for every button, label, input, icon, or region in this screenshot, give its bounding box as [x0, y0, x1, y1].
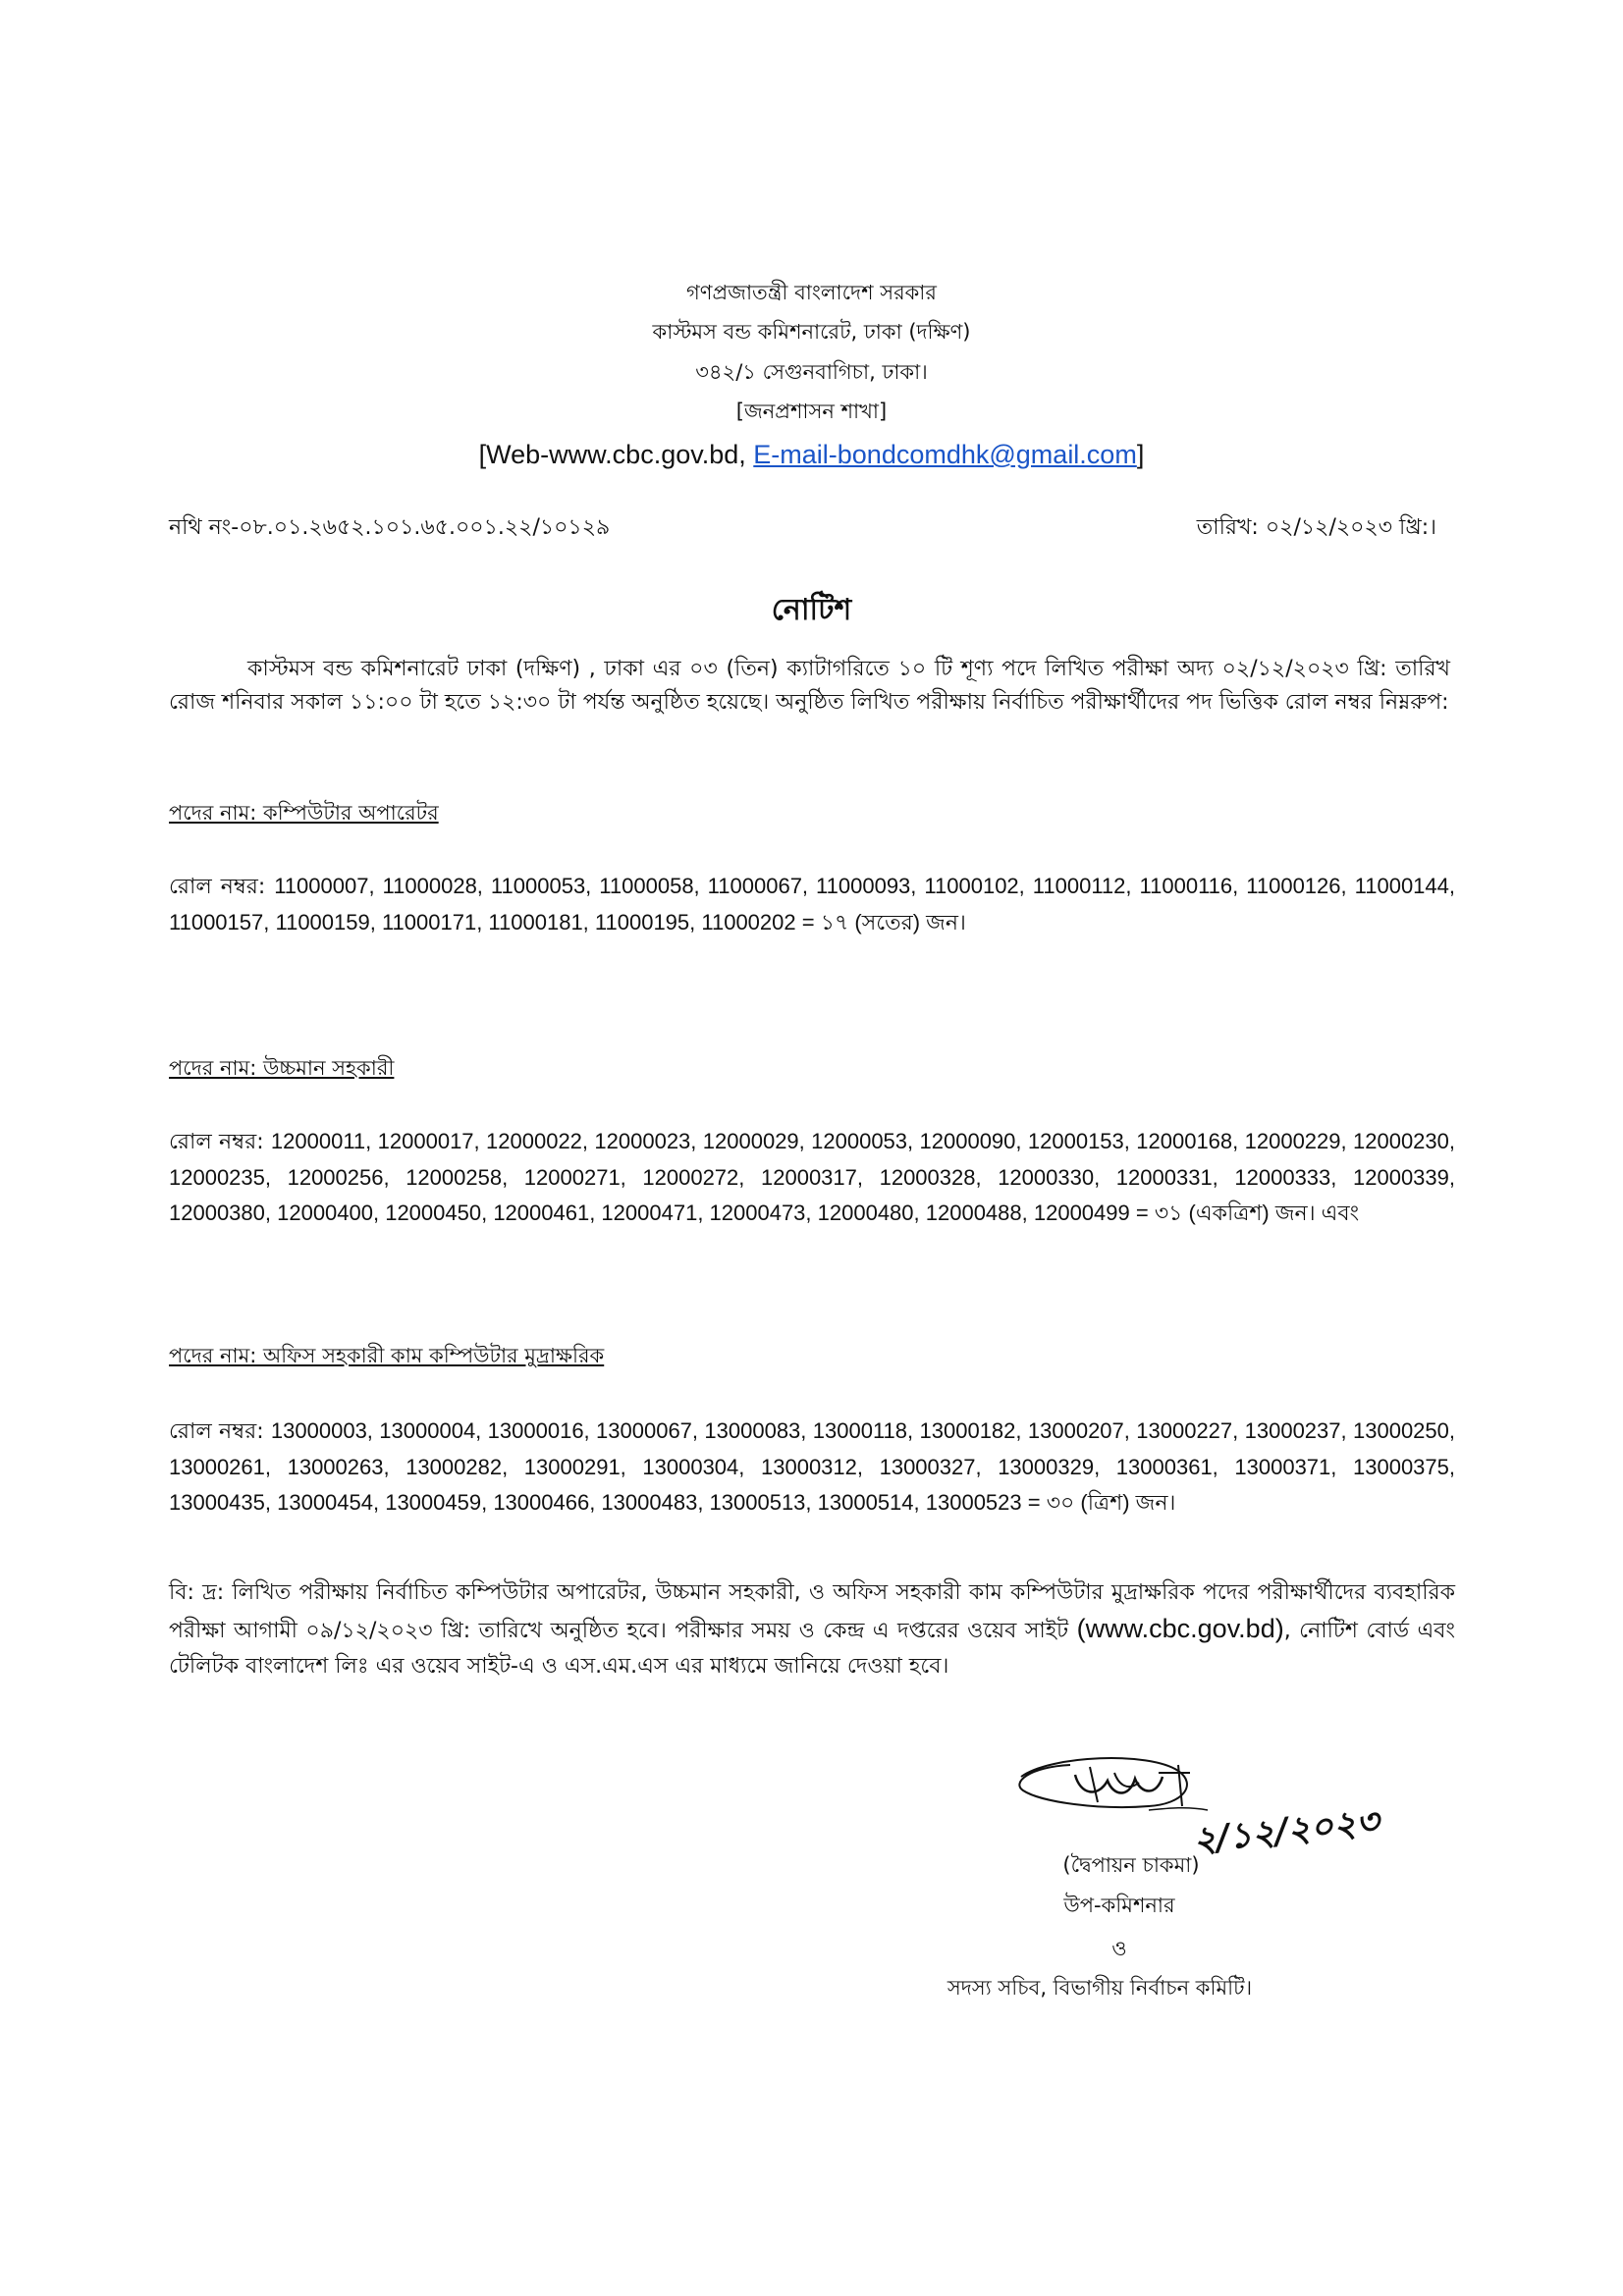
govt-name: গণপ্রজাতন্ত্রী বাংলাদেশ সরকার — [686, 281, 937, 304]
note-text-1: বি: দ্র: লিখিত পরীক্ষায় নির্বাচিত কম্পিউটার অপারেটর, উচ্চমান সহকারী, ও অফিস সহকারী কাম কম্পিউটার মুদ্রাক্ষরিক পদের পরীক্ষার্থীদের ব্যবহারিক পরীক্ষা আগামী ০৯/১২/২০২৩ খ্রি: তারিখে অনুষ্ঠিত হবে। পরীক্ষার সময় ও কেন্দ্র এ দপ্তরের ওয়েব সাইট — [169, 1580, 1455, 1643]
reference-number: নথি নং-০৮.০১.২৬৫২.১০১.৬৫.০০১.২২/১০১২৯ — [169, 515, 611, 540]
page-title: নোটিশ — [771, 593, 852, 627]
roll-numbers: 12000011, 12000017, 12000022, 12000023, 12000029, 12000053, 12000090, 12000153, 12000168, 12000229, 12000230, 12000235, 12000256, 12000258, 12000271, 12000272, 12000317, 12000328, 12000330, 12000331, 12000333, 12000339, 12000380, 12000400, 12000450, 12000461, 12000471, 12000473, 12000480, 12000488, 12000499 = ৩১ (একত্রিশ) জন। এবং — [169, 1129, 1456, 1225]
roll-label: রোল নম্বর: — [169, 1419, 271, 1444]
post-title-office-assistant: পদের নাম: অফিস সহকারী কাম কম্পিউটার মুদ্রাক্ষরিক — [169, 1344, 605, 1367]
roll-list-computer-operator — [169, 869, 1455, 940]
roll-list-upper-division-assistant — [169, 1124, 1455, 1231]
roll-label: রোল নম্বর: — [169, 875, 275, 899]
website-text: [Web-www.cbc.gov.bd, — [478, 440, 754, 469]
contact-line — [0, 440, 1623, 470]
signatory-designation: উপ-কমিশনার — [1063, 1894, 1175, 1917]
office-address: ৩৪২/১ সেগুনবাগিচা, ঢাকা। — [695, 360, 928, 384]
intro-paragraph: কাস্টমস বন্ড কমিশনারেট ঢাকা (দক্ষিণ) , ঢাকা এর ০৩ (তিন) ক্যাটাগরিতে ১০ টি শূণ্য পদে লিখিত পরীক্ষা অদ্য ০২/১২/২০২৩ খ্রি: তারিখ রোজ শনিবার সকাল ১১:০০ টা হতে ১২:৩০ টা পর্যন্ত অনুষ্ঠিত হয়েছে। অনুষ্ঠিত লিখিত পরীক্ষায় নির্বাচিত পরীক্ষার্থীদের পদ ভিত্তিক রোল নম্বর নিম্নরুপ: — [169, 657, 1450, 715]
handwritten-date: ২/১২/২০২৩ — [1191, 1800, 1381, 1861]
note-text-2: , নোটিশ বোর্ড এবং টেলিটক বাংলাদেশ লিঃ এর ওয়েব সাইট-এ ও এস.এম.এস এর মাধ্যমে জানিয়ে দেওয়া হবে। — [169, 1619, 1456, 1679]
signatory-role: সদস্য সচিব, বিভাগীয় নির্বাচন কমিটি। — [947, 1976, 1253, 2000]
roll-list-office-assistant — [169, 1414, 1455, 1521]
email-link[interactable]: E-mail-bondcomdhk@gmail.com — [753, 440, 1137, 469]
notice-date: তারিখ: ০২/১২/২০২৩ খ্রি:। — [1196, 515, 1436, 540]
roll-numbers: 11000007, 11000028, 11000053, 11000058, 11000067, 11000093, 11000102, 11000112, 11000116, 11000126, 11000144, 11000157, 11000159, 11000171, 11000181, 11000195, 11000202 = ১৭ (সতের) জন। — [169, 874, 1456, 934]
section-name: [জনপ্রশাসন শাখা] — [735, 400, 888, 423]
office-name: কাস্টমস বন্ড কমিশনারেট, ঢাকা (দক্ষিণ) — [652, 320, 971, 344]
contact-close: ] — [1136, 440, 1145, 469]
note-website: (www.cbc.gov.bd) — [1076, 1614, 1284, 1643]
roll-numbers: 13000003, 13000004, 13000016, 13000067, 13000083, 13000118, 13000182, 13000207, 13000227, 13000237, 13000250, 13000261, 13000263, 13000282, 13000291, 13000304, 13000312, 13000327, 13000329, 13000361, 13000371, 13000375, 13000435, 13000454, 13000459, 13000466, 13000483, 13000513, 13000514, 13000523 = ৩০ (ত্রিশ) জন। — [169, 1418, 1456, 1515]
roll-label: রোল নম্বর: — [169, 1130, 271, 1154]
post-title-computer-operator: পদের নাম: কম্পিউটার অপারেটর — [169, 801, 439, 825]
note-paragraph — [169, 1575, 1455, 1684]
signatory-name: (দ্বৈপায়ন চাকমা) — [1062, 1853, 1200, 1877]
post-title-upper-division-assistant: পদের নাম: উচ্চমান সহকারী — [169, 1056, 395, 1080]
signatory-conjunction: ও — [1111, 1937, 1127, 1960]
